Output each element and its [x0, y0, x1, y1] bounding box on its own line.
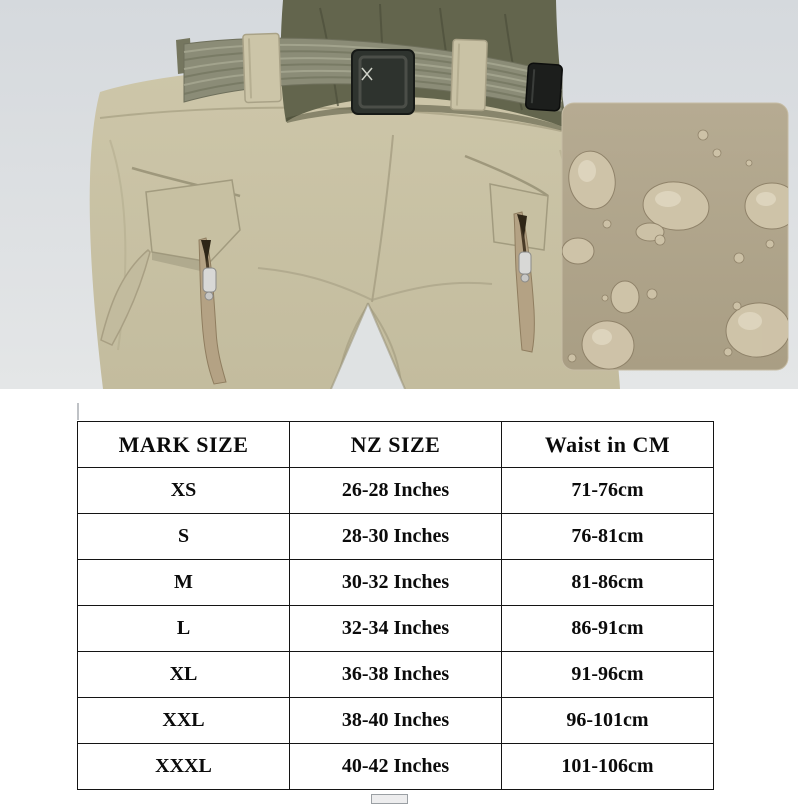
belt-loop-left — [243, 33, 281, 102]
table-cell: 36-38 Inches — [290, 652, 502, 698]
table-cell: 81-86cm — [502, 560, 714, 606]
table-cell: 26-28 Inches — [290, 468, 502, 514]
resize-handle-artifact — [371, 794, 408, 804]
size-chart-table — [77, 421, 714, 790]
table-cell: 91-96cm — [502, 652, 714, 698]
table-cell: 86-91cm — [502, 606, 714, 652]
table-cell: 30-32 Inches — [290, 560, 502, 606]
table-cell: S — [78, 514, 290, 560]
table-row — [78, 514, 714, 560]
table-cell: XXL — [78, 698, 290, 744]
table-cell: 96-101cm — [502, 698, 714, 744]
table-cell: 40-42 Inches — [290, 744, 502, 790]
column-header: MARK SIZE — [78, 422, 290, 468]
table-cell: 71-76cm — [502, 468, 714, 514]
table-row — [78, 698, 714, 744]
product-photo — [0, 0, 798, 389]
table-cell: XXXL — [78, 744, 290, 790]
belt-loop-right — [451, 39, 487, 110]
table-cell: 38-40 Inches — [290, 698, 502, 744]
table-row — [78, 652, 714, 698]
size-chart-header-row — [78, 422, 714, 468]
table-cell: 32-34 Inches — [290, 606, 502, 652]
table-cell: M — [78, 560, 290, 606]
table-cell: 28-30 Inches — [290, 514, 502, 560]
table-cell: XL — [78, 652, 290, 698]
belt-buckle — [352, 50, 414, 114]
column-header: Waist in CM — [502, 422, 714, 468]
table-row — [78, 560, 714, 606]
column-header: NZ SIZE — [290, 422, 502, 468]
table-row — [78, 744, 714, 790]
size-chart-header — [78, 422, 714, 468]
table-cell: 101-106cm — [502, 744, 714, 790]
belt-tip — [525, 63, 562, 111]
table-row — [78, 606, 714, 652]
table-row — [78, 468, 714, 514]
fabric-swatch-inset — [562, 103, 798, 372]
table-cell: XS — [78, 468, 290, 514]
size-chart-body — [78, 468, 714, 790]
table-cell: L — [78, 606, 290, 652]
cursor-artifact — [77, 403, 79, 420]
table-cell: 76-81cm — [502, 514, 714, 560]
